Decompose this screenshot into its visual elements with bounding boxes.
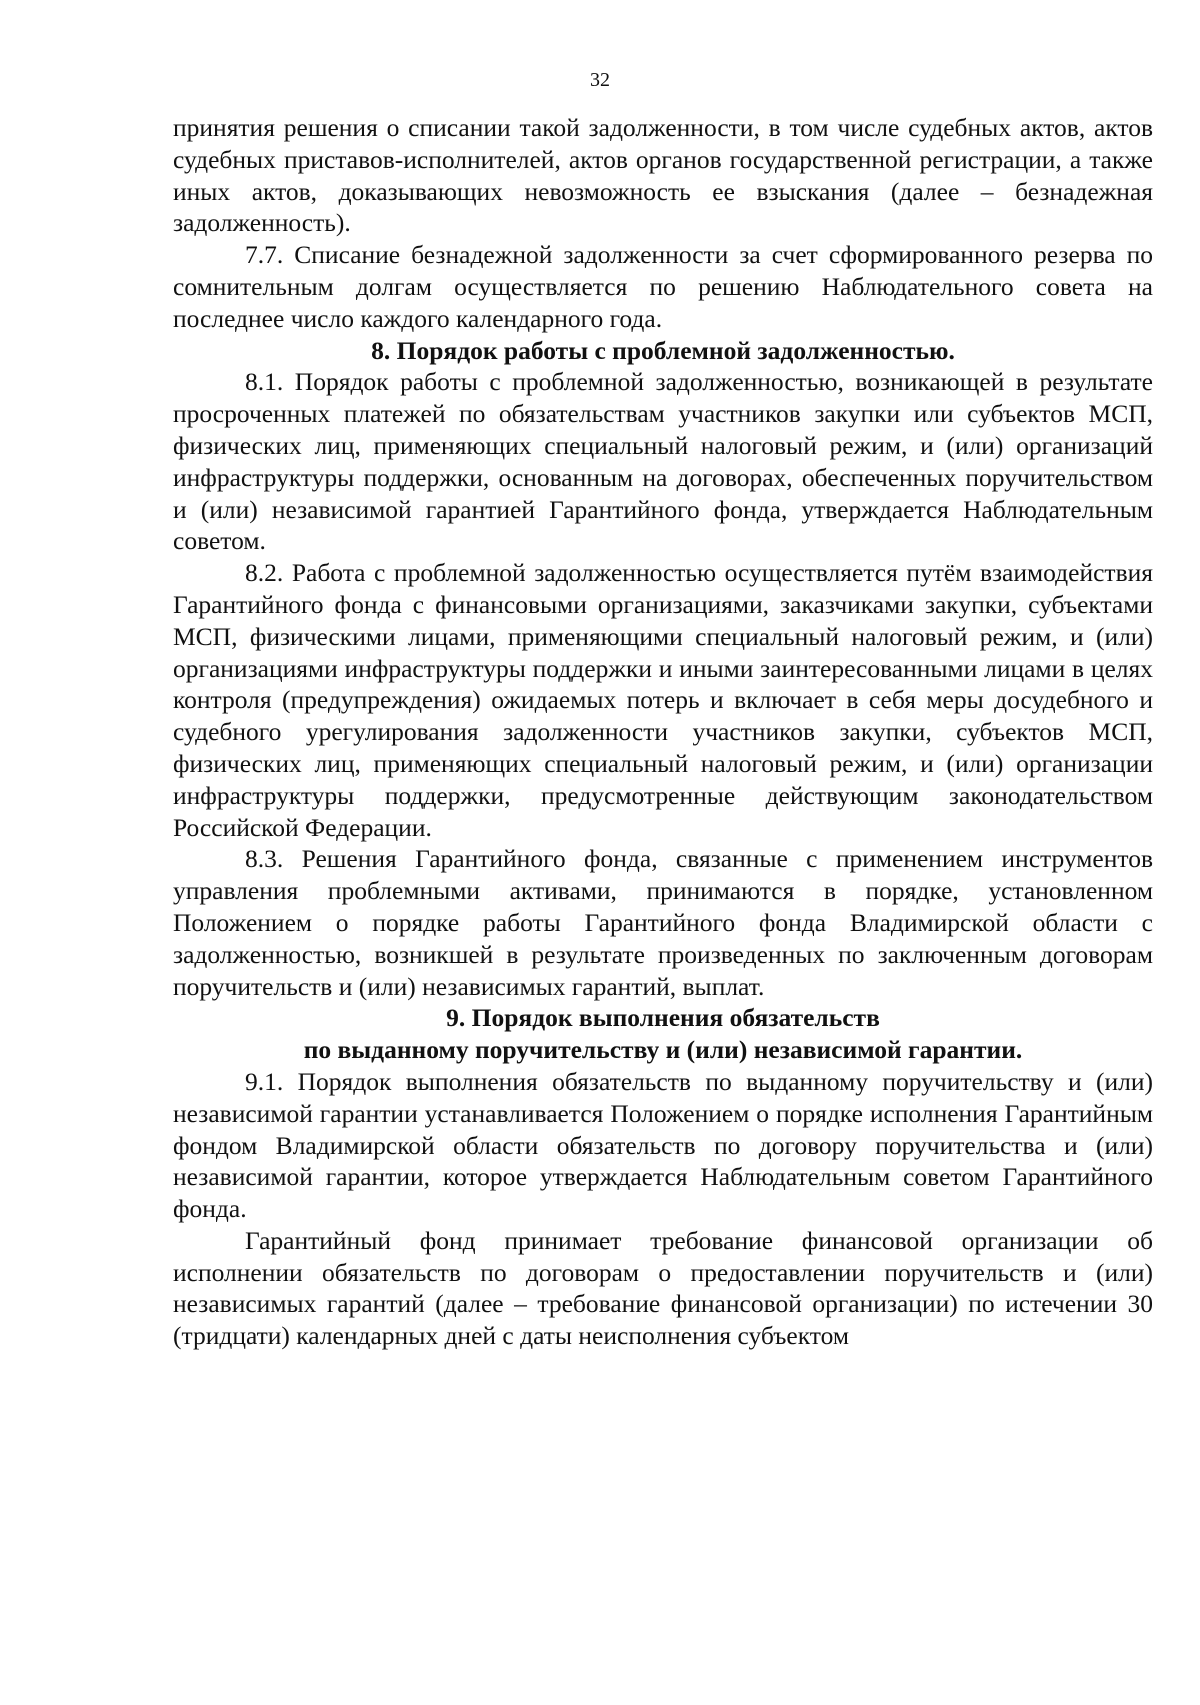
section-9-heading-line2: по выданному поручительству и (или) независимой гарантии. — [303, 1035, 1023, 1065]
section-9-heading-line1: 9. Порядок выполнения обязательств — [446, 1003, 880, 1033]
paragraph-8-2: 8.2. Работа с проблемной задолженностью осуществляется путём взаимодействия Гарантийного фонда с финансовыми организациями, заказчиками закупки, субъектами МСП, физическими лицами, применяющими специальный налоговый режим, и (или) организациями инфраструктуры поддержки и иными заинтересованными лицами в целях контроля (предупреждения) ожидаемых потерь и включает в себя меры досудебного и судебного урегулирования задолженности участников закупки, субъектов МСП, физических лиц, применяющих специальный налоговый режим, и (или) организации инфраструктуры поддержки, предусмотренные действующим законодательством Российской Федерации. — [173, 558, 1153, 842]
paragraph-8-1: 8.1. Порядок работы с проблемной задолженностью, возникающей в результате просроченных платежей по обязательствам участников закупки или субъектов МСП, физических лиц, применяющих специальный налоговый режим, и (или) организаций инфраструктуры поддержки, основанным на договорах, обеспеченных поручительством и (или) независимой гарантией Гарантийного фонда, утверждается Наблюдательным советом. — [173, 367, 1153, 556]
paragraph-8-3: 8.3. Решения Гарантийного фонда, связанные с применением инструментов управления проблемными активами, принимаются в порядке, установленном Положением о порядке работы Гарантийного фонда Владимирской области с задолженностью, возникшей в результате произведенных по заключенным договорам поручительств и (или) независимых гарантий, выплат. — [173, 844, 1153, 1001]
document-body — [173, 112, 1153, 1352]
paragraph-9-1-continued: Гарантийный фонд принимает требование финансовой организации об исполнении обязательств по договорам о предоставлении поручительств и (или) независимых гарантий (далее – требование финансовой организации) по истечении 30 (тридцати) календарных дней с даты неисполнения субъектом — [173, 1225, 1153, 1351]
paragraph-9-1: 9.1. Порядок выполнения обязательств по выданному поручительству и (или) независимой гарантии устанавливается Положением о порядке исполнения Гарантийным фондом Владимирской области обязательств по договору поручительства и (или) независимой гарантии, которое утверждается Наблюдательным советом Гарантийного фонда. — [173, 1066, 1153, 1224]
section-8-heading: 8. Порядок работы с проблемной задолженностью. — [371, 335, 955, 365]
section-9-heading — [173, 1002, 1153, 1066]
page-number: 32 — [590, 69, 610, 91]
paragraph-continued: принятия решения о списании такой задолженности, в том числе судебных актов, актов судебных приставов-исполнителей, актов органов государственной регистрации, а также иных актов, доказывающих невозможность ее взыскания (далее – безнадежная задолженность). — [173, 113, 1153, 238]
paragraph-7-7: 7.7. Списание безнадежной задолженности за счет сформированного резерва по сомнительным долгам осуществляется по решению Наблюдательного совета на последнее число каждого календарного года. — [173, 240, 1153, 333]
